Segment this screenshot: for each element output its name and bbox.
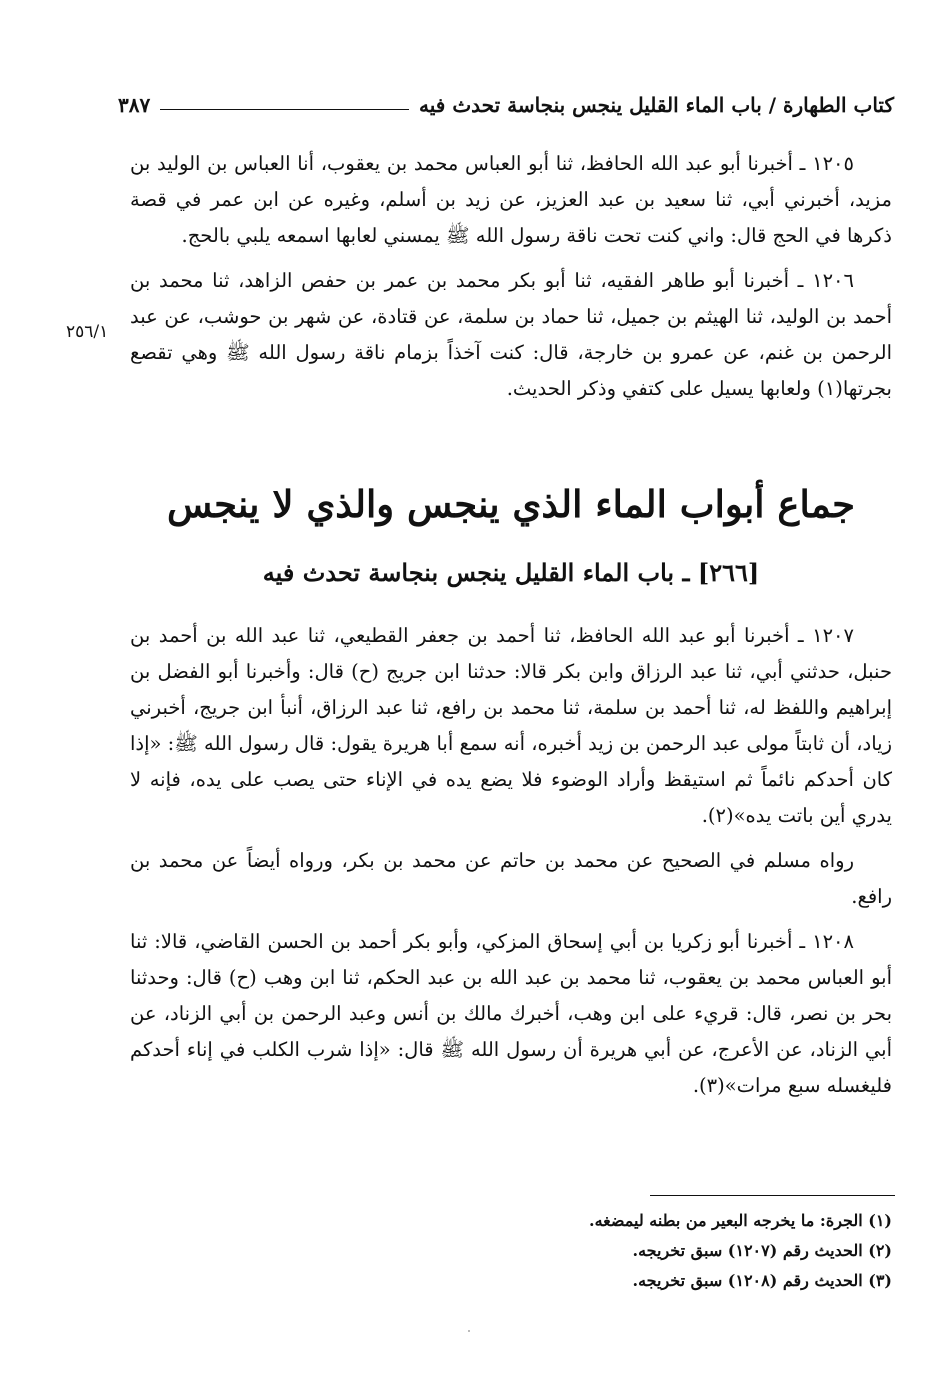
footnote-separator xyxy=(650,1195,895,1196)
hadith-1208: ١٢٠٨ ـ أخبرنا أبو زكريا بن أبي إسحاق المزكي، وأبو بكر أحمد بن الحسن القاضي، قالا: ثنا أبو العباس محمد بن يعقوب، ثنا محمد بن عبد الله بن عبد الحكم، ثنا ابن وهب (ح) قال: وحدثنا بحر بن نصر، قال: قريء على ابن وهب، أخبرك مالك بن أنس وعبد الرحمن بن أبي الزناد، عن أبي الزناد، عن الأعرج، عن أبي هريرة أن رسول الله ﷺ قال: «إذا شرب الكلب في إناء أحدكم فليغسله سبع مرات»(٣). xyxy=(130,930,892,1097)
text-block-top xyxy=(130,146,892,407)
header-title: كتاب الطهارة / باب الماء القليل ينجس بنجاسة تحدث فيه xyxy=(419,93,894,117)
chapter-title: جماع أبواب الماء الذي ينجس والذي لا ينجس xyxy=(166,482,856,526)
footnote-1: (١) الجرة: ما يخرجه البعير من بطنه ليمضغه. xyxy=(589,1211,892,1230)
footnote-3: (٣) الحديث رقم (١٢٠٨) سبق تخريجه. xyxy=(632,1271,892,1290)
hadith-1206: ١٢٠٦ ـ أخبرنا أبو طاهر الفقيه، ثنا أبو بكر محمد بن عمر بن حفص الزاهد، ثنا محمد بن أحمد بن الوليد، ثنا الهيثم بن جميل، ثنا حماد بن سلمة، عن قتادة، عن شهر بن حوشب، عن عبد الرحمن بن غنم، عن عمرو بن خارجة، قال: كنت آخذاً بزمام ناقة رسول الله ﷺ وهي تقصع بجرتها(١) ولعابها يسيل على كتفي وذكر الحديث. xyxy=(130,269,892,400)
margin-reference: ٢٥٦/١ xyxy=(66,322,109,342)
header-rule xyxy=(160,109,409,110)
hadith-1205: ١٢٠٥ ـ أخبرنا أبو عبد الله الحافظ، ثنا أبو العباس محمد بن يعقوب، أنا العباس بن الوليد بن مزيد، أخبرني أبي، ثنا سعيد بن عبد العزيز، عن زيد بن أسلم، وغيره عن ابن عمر في قصة ذكرها في الحج قال: واني كنت تحت ناقة رسول الله ﷺ يمسني لعابها اسمعه يلبي بالحج. xyxy=(130,152,892,247)
running-header xyxy=(118,88,894,122)
section-title: [٢٦٦] ـ باب الماء القليل ينجس بنجاسة تحدث فيه xyxy=(262,558,760,587)
footnotes xyxy=(130,1206,892,1296)
hadith-1207: ١٢٠٧ ـ أخبرنا أبو عبد الله الحافظ، ثنا أحمد بن جعفر القطيعي، ثنا عبد الله بن أحمد بن حنبل، حدثني أبي، ثنا عبد الرزاق وابن بكر قالا: حدثنا ابن جريج (ح) قال: وأخبرنا أبو الفضل بن إبراهيم واللفظ له، ثنا أحمد بن سلمة، ثنا محمد بن رافع، ثنا عبد الرزاق، أنبأ ابن جريج، أخبرني زياد، أن ثابتاً مولى عبد الرحمن بن زيد أخبره، أنه سمع أبا هريرة يقول: قال رسول الله ﷺ: «إذا كان أحدكم نائماً ثم استيقظ وأراد الوضوء فلا يضع يده في الإناء حتى يصب على يده، فإنه لا يدري أين باتت يده»(٢). xyxy=(130,624,892,827)
muslim-narration-note: رواه مسلم في الصحيح عن محمد بن حاتم عن محمد بن بكر، ورواه أيضاً عن محمد بن رافع. xyxy=(130,849,892,908)
page-number: ٣٨٧ xyxy=(118,93,151,117)
scan-speck xyxy=(468,1330,470,1332)
text-block-bottom xyxy=(130,618,892,1104)
footnote-2: (٢) الحديث رقم (١٢٠٧) سبق تخريجه. xyxy=(632,1241,892,1260)
